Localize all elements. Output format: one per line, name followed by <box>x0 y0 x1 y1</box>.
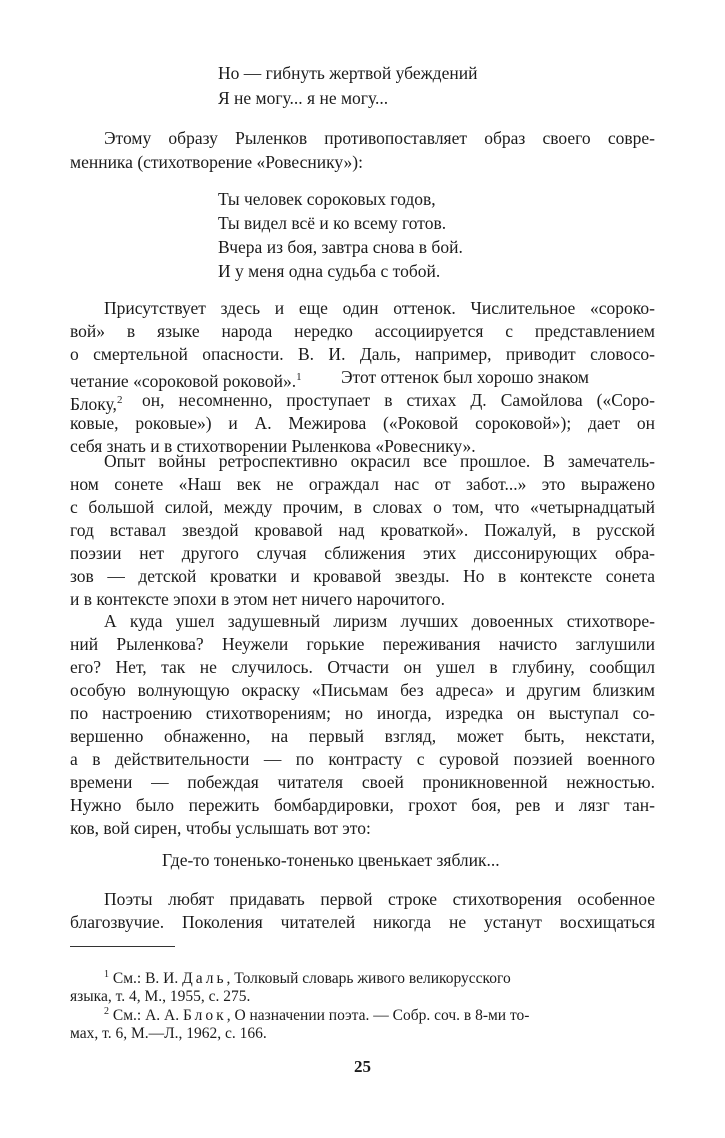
paragraph-line: поэзии нет другого случая сближения этих диссонирующих обра- <box>70 543 655 563</box>
paragraph-line: вершенно обнаженно, на первый взгляд, может быть, некстати, <box>70 726 655 746</box>
paragraph-line: ний Рыленкова? Неужели горькие переживания начисто заглушили <box>70 634 655 654</box>
paragraph-line: Поэты любят придавать первой строке стихотворения особенное <box>104 889 655 909</box>
footnote-2: $^2$ См.: А. А. Блок, О назначении поэта. — Собр. соч. в 8-ми то- <box>104 1006 530 1025</box>
poem-line: Ты видел всё и ко всему готов. <box>218 213 447 233</box>
paragraph-line: ковые, роковые») и А. Межирова («Роковой сороковой»); дает он <box>70 413 655 433</box>
paragraph-line: Опыт войны ретроспективно окрасил все прошлое. В замечатель- <box>104 451 655 471</box>
paragraph-line: времени — побеждая читателя своей проникновенной нежностью. <box>70 772 655 792</box>
paragraph-line: зов — детской кроватки и кровавой звезды. Но в контексте сонета <box>70 566 655 586</box>
paragraph-line: он, несомненно, проступает в стихах Д. Самойлова («Соро- <box>142 390 655 410</box>
paragraph-line: ков, вой сирен, чтобы услышать вот это: <box>70 818 371 838</box>
footnote-ref: 1 <box>296 371 302 383</box>
footnote-1-line-2: языка, т. 4, М., 1955, с. 275. <box>70 988 251 1005</box>
footnote-1: $^1$ См.: В. И. Даль, Толковый словарь живого великорусского <box>104 969 511 988</box>
footnote-2-line-2: мах, т. 6, М.—Л., 1962, с. 166. <box>70 1025 267 1042</box>
paragraph-line: Этому образу Рыленков противопоставляет образ своего совре- <box>104 128 655 148</box>
poem-line: Ты человек сороковых годов, <box>218 189 436 209</box>
paragraph-line: по настроению стихотворениям; но иногда, изредка он выступал со- <box>70 703 655 723</box>
paragraph-line: четание «сороковой роковой».$^1$ <box>70 370 302 391</box>
paragraph-line: ном сонете «Наш век не ограждал нас от забот...» это выражено <box>70 474 655 494</box>
paragraph-line: с большой силой, между прочим, в словах о том, что «четырнадцатый <box>70 497 655 517</box>
paragraph-line: и в контексте эпохи в этом нет ничего нарочитого. <box>70 589 445 609</box>
paragraph-line: год вставал звездой кровавой над кроваткой». Пожалуй, в русской <box>70 520 655 540</box>
paragraph-line: а в действительности — по контрасту с суровой поэзией военного <box>70 749 655 769</box>
paragraph-line: его? Нет, так не случилось. Отчасти он ушел в глубину, сообщил <box>70 657 655 677</box>
paragraph-line: себя знать и в стихотворении Рыленкова «Ровеснику». <box>70 436 476 456</box>
paragraph-line: А куда ушел задушевный лиризм лучших довоенных стихотворе- <box>104 611 655 631</box>
paragraph-line: о смертельной опасности. В. И. Даль, например, приводит словосо- <box>70 344 655 364</box>
poem-line: Где-то тоненько-тоненько цвенькает зяблик... <box>162 850 500 870</box>
poem-line: Вчера из боя, завтра снова в бой. <box>218 237 463 257</box>
footnote-author: Даль <box>182 970 227 988</box>
paragraph-line: Присутствует здесь и еще один оттенок. Числительное «сороко- <box>104 298 655 318</box>
poem-line: Но — гибнуть жертвой убеждений <box>218 63 478 83</box>
poem-line: И у меня одна судьба с тобой. <box>218 261 441 281</box>
footnote-author: Блок <box>182 1007 227 1025</box>
paragraph-line: Этот оттенок был хорошо знаком <box>341 367 589 387</box>
paragraph-line: Блоку,$^2$ <box>70 393 123 414</box>
paragraph-line: менника (стихотворение «Ровеснику»): <box>70 152 363 172</box>
footnote-divider <box>70 946 175 947</box>
footnote-number: 2 <box>104 1006 109 1017</box>
footnote-ref: 2 <box>116 394 123 406</box>
poem-line: Я не могу... я не могу... <box>218 88 389 108</box>
paragraph-line: особую волнующую окраску «Письмам без адреса» и другим близким <box>70 680 655 700</box>
paragraph-line: благозвучие. Поколения читателей никогда не устанут восхищаться <box>70 912 655 932</box>
paragraph-line: вой» в языке народа нередко ассоциируется с представлением <box>70 321 655 341</box>
page-number: 25 <box>354 1057 371 1076</box>
paragraph-line: Нужно было пережить бомбардировки, грохот боя, рев и лязг тан- <box>70 795 655 815</box>
footnote-number: 1 <box>104 969 109 980</box>
